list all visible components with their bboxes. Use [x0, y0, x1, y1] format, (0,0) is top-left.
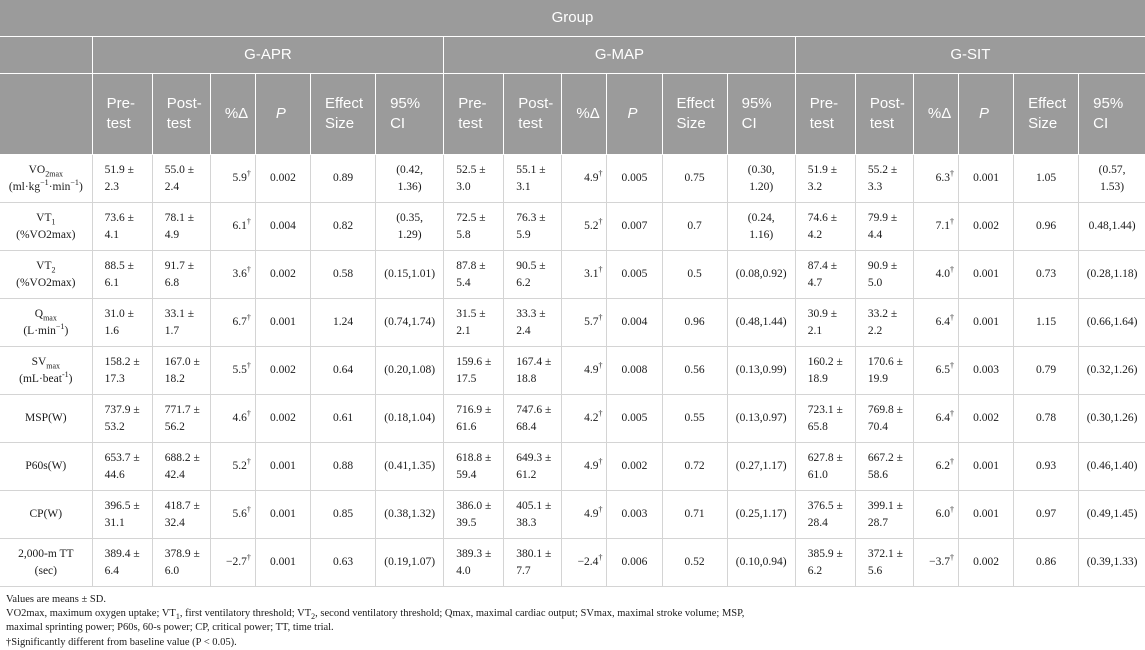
post-test-cell: 55.1 ± 3.1 [504, 155, 562, 203]
table-row [0, 347, 1145, 395]
column-header: Pre- test [795, 74, 855, 155]
row-label: CP(W) [0, 491, 92, 539]
pre-test-cell: 159.6 ± 17.5 [444, 347, 504, 395]
percent-change-cell: 4.0† [913, 251, 958, 299]
pre-test-cell: 618.8 ± 59.4 [444, 443, 504, 491]
percent-change-cell: 5.7† [562, 299, 607, 347]
pre-test-cell: 87.4 ± 4.7 [795, 251, 855, 299]
p-value-cell: 0.002 [958, 539, 1013, 587]
percent-change-cell: 6.3† [913, 155, 958, 203]
pre-test-cell: 31.5 ± 2.1 [444, 299, 504, 347]
effect-size-cell: 0.88 [310, 443, 375, 491]
ci-cell: (0.18,1.04) [376, 395, 444, 443]
percent-change-cell: 6.7† [210, 299, 255, 347]
p-value-cell: 0.005 [607, 251, 662, 299]
ci-cell: (0.30,1.26) [1079, 395, 1145, 443]
column-header: Pre- test [92, 74, 152, 155]
p-value-cell: 0.001 [958, 299, 1013, 347]
post-test-cell: 33.2 ± 2.2 [855, 299, 913, 347]
pre-test-cell: 389.3 ± 4.0 [444, 539, 504, 587]
percent-change-cell: 6.0† [913, 491, 958, 539]
percent-change-cell: 3.6† [210, 251, 255, 299]
pre-test-cell: 376.5 ± 28.4 [795, 491, 855, 539]
percent-change-cell: 4.6† [210, 395, 255, 443]
column-header: %Δ [210, 74, 255, 155]
p-value-cell: 0.004 [255, 203, 310, 251]
column-header: P [958, 74, 1013, 155]
post-test-cell: 55.0 ± 2.4 [152, 155, 210, 203]
pre-test-cell: 31.0 ± 1.6 [92, 299, 152, 347]
ci-cell: (0.42, 1.36) [376, 155, 444, 203]
pre-test-cell: 51.9 ± 3.2 [795, 155, 855, 203]
ci-cell: (0.10,0.94) [727, 539, 795, 587]
post-test-cell: 378.9 ± 6.0 [152, 539, 210, 587]
column-header: 95% CI [727, 74, 795, 155]
post-test-cell: 771.7 ± 56.2 [152, 395, 210, 443]
ci-cell: (0.32,1.26) [1079, 347, 1145, 395]
ci-cell: (0.39,1.33) [1079, 539, 1145, 587]
p-value-cell: 0.002 [607, 443, 662, 491]
p-value-cell: 0.003 [607, 491, 662, 539]
ci-cell: (0.74,1.74) [376, 299, 444, 347]
table-row [0, 539, 1145, 587]
effect-size-cell: 0.55 [662, 395, 727, 443]
effect-size-cell: 0.82 [310, 203, 375, 251]
post-test-cell: 372.1 ± 5.6 [855, 539, 913, 587]
group-header: Group [0, 0, 1145, 37]
effect-size-cell: 0.85 [310, 491, 375, 539]
pre-test-cell: 389.4 ± 6.4 [92, 539, 152, 587]
table-footnotes [0, 587, 1145, 650]
row-label: P60s(W) [0, 443, 92, 491]
pre-test-cell: 385.9 ± 6.2 [795, 539, 855, 587]
p-value-cell: 0.001 [255, 443, 310, 491]
ci-cell: (0.35, 1.29) [376, 203, 444, 251]
column-header: 95% CI [376, 74, 444, 155]
p-value-cell: 0.002 [958, 395, 1013, 443]
post-test-cell: 399.1 ± 28.7 [855, 491, 913, 539]
table-row [0, 251, 1145, 299]
column-header: Effect Size [310, 74, 375, 155]
percent-change-cell: 4.9† [562, 443, 607, 491]
p-value-cell: 0.002 [255, 395, 310, 443]
percent-change-cell: 5.6† [210, 491, 255, 539]
p-value-cell: 0.001 [255, 299, 310, 347]
effect-size-cell: 1.15 [1014, 299, 1079, 347]
ci-cell: (0.13,0.99) [727, 347, 795, 395]
pre-test-cell: 160.2 ± 18.9 [795, 347, 855, 395]
column-header: P [255, 74, 310, 155]
p-value-cell: 0.005 [607, 155, 662, 203]
p-value-cell: 0.002 [255, 155, 310, 203]
percent-change-cell: 4.2† [562, 395, 607, 443]
percent-change-cell: 6.5† [913, 347, 958, 395]
post-test-cell: 667.2 ± 58.6 [855, 443, 913, 491]
post-test-cell: 79.9 ± 4.4 [855, 203, 913, 251]
pre-test-cell: 723.1 ± 65.8 [795, 395, 855, 443]
percent-change-cell: 4.9† [562, 347, 607, 395]
footnote-line: †Significantly different from baseline value (P < 0.05). [6, 636, 237, 648]
table-row [0, 395, 1145, 443]
ci-cell: (0.66,1.64) [1079, 299, 1145, 347]
column-header: Effect Size [1014, 74, 1079, 155]
p-value-cell: 0.002 [958, 203, 1013, 251]
ci-cell: (0.57, 1.53) [1079, 155, 1145, 203]
post-test-cell: 78.1 ± 4.9 [152, 203, 210, 251]
ci-cell: (0.30, 1.20) [727, 155, 795, 203]
effect-size-cell: 0.56 [662, 347, 727, 395]
column-header: P [607, 74, 662, 155]
ci-cell: (0.41,1.35) [376, 443, 444, 491]
post-test-cell: 167.0 ± 18.2 [152, 347, 210, 395]
p-value-cell: 0.004 [607, 299, 662, 347]
pre-test-cell: 737.9 ± 53.2 [92, 395, 152, 443]
footnote-line: maximal sprinting power; P60s, 60-s power; CP, critical power; TT, time trial. [6, 622, 334, 634]
row-label: $VO_{2max}$ $(ml\cdot kg^{-1}\cdot\min^{-1})$ [0, 155, 92, 203]
post-test-cell: 90.5 ± 6.2 [504, 251, 562, 299]
effect-size-cell: 0.75 [662, 155, 727, 203]
effect-size-cell: 0.96 [1014, 203, 1079, 251]
group-name-g-apr: G-APR [92, 37, 444, 74]
post-test-cell: 33.3 ± 2.4 [504, 299, 562, 347]
percent-change-cell: 3.1† [562, 251, 607, 299]
percent-change-cell: 5.5† [210, 347, 255, 395]
p-value-cell: 0.007 [607, 203, 662, 251]
ci-cell: (0.38,1.32) [376, 491, 444, 539]
post-test-cell: 90.9 ± 5.0 [855, 251, 913, 299]
percent-change-cell: 5.2† [210, 443, 255, 491]
ci-cell: (0.49,1.45) [1079, 491, 1145, 539]
percent-change-cell: 5.9† [210, 155, 255, 203]
effect-size-cell: 1.05 [1014, 155, 1079, 203]
ci-cell: (0.25,1.17) [727, 491, 795, 539]
percent-change-cell: 6.2† [913, 443, 958, 491]
empty-header-cell [0, 37, 92, 74]
percent-change-cell: 4.9† [562, 155, 607, 203]
footnote-line: VO2max, maximum oxygen uptake; $VT_1$, first ventilatory threshold; $VT_2$, second ventilatory threshold; Qmax, maximal cardiac output; SVmax, maximal stroke volume; MSP, [6, 608, 745, 622]
pre-test-cell: 653.7 ± 44.6 [92, 443, 152, 491]
column-header: %Δ [913, 74, 958, 155]
effect-size-cell: 0.97 [1014, 491, 1079, 539]
post-test-cell: 170.6 ± 19.9 [855, 347, 913, 395]
table-row [0, 491, 1145, 539]
pre-test-cell: 73.6 ± 4.1 [92, 203, 152, 251]
post-test-cell: 33.1 ± 1.7 [152, 299, 210, 347]
effect-size-cell: 0.78 [1014, 395, 1079, 443]
p-value-cell: 0.001 [958, 491, 1013, 539]
empty-header-cell [0, 74, 92, 155]
effect-size-cell: 0.61 [310, 395, 375, 443]
post-test-cell: 747.6 ± 68.4 [504, 395, 562, 443]
group-name-g-map: G-MAP [444, 37, 796, 74]
p-value-cell: 0.001 [255, 539, 310, 587]
pre-test-cell: 52.5 ± 3.0 [444, 155, 504, 203]
ci-cell: (0.27,1.17) [727, 443, 795, 491]
percent-change-cell: 6.4† [913, 299, 958, 347]
row-label: $Q_{max}$ $(L\cdot\min^{-1})$ [0, 299, 92, 347]
pre-test-cell: 396.5 ± 31.1 [92, 491, 152, 539]
percent-change-cell: 4.9† [562, 491, 607, 539]
post-test-cell: 76.3 ± 5.9 [504, 203, 562, 251]
percent-change-cell: −3.7† [913, 539, 958, 587]
post-test-cell: 167.4 ± 18.8 [504, 347, 562, 395]
p-value-cell: 0.001 [255, 491, 310, 539]
row-label: 2,000-m TT (sec) [0, 539, 92, 587]
percent-change-cell: 5.2† [562, 203, 607, 251]
ci-cell: (0.13,0.97) [727, 395, 795, 443]
post-test-cell: 380.1 ± 7.7 [504, 539, 562, 587]
column-header: Pre- test [444, 74, 504, 155]
effect-size-cell: 0.52 [662, 539, 727, 587]
pre-test-cell: 51.9 ± 2.3 [92, 155, 152, 203]
percent-change-cell: −2.4† [562, 539, 607, 587]
column-header: Effect Size [662, 74, 727, 155]
pre-test-cell: 30.9 ± 2.1 [795, 299, 855, 347]
effect-size-cell: 0.58 [310, 251, 375, 299]
ci-cell: 0.48,1.44) [1079, 203, 1145, 251]
effect-size-cell: 0.63 [310, 539, 375, 587]
ci-cell: (0.46,1.40) [1079, 443, 1145, 491]
table-row [0, 443, 1145, 491]
percent-change-cell: 6.4† [913, 395, 958, 443]
ci-cell: (0.28,1.18) [1079, 251, 1145, 299]
post-test-cell: 91.7 ± 6.8 [152, 251, 210, 299]
pre-test-cell: 74.6 ± 4.2 [795, 203, 855, 251]
footnote-line: Values are means ± SD. [6, 594, 106, 605]
row-label: $VT_1$ (%VO2max) [0, 203, 92, 251]
table-row [0, 155, 1145, 203]
p-value-cell: 0.008 [607, 347, 662, 395]
p-value-cell: 0.002 [255, 251, 310, 299]
pre-test-cell: 88.5 ± 6.1 [92, 251, 152, 299]
column-header: Post- test [152, 74, 210, 155]
effect-size-cell: 0.71 [662, 491, 727, 539]
column-header: %Δ [562, 74, 607, 155]
effect-size-cell: 0.5 [662, 251, 727, 299]
effect-size-cell: 0.79 [1014, 347, 1079, 395]
effect-size-cell: 1.24 [310, 299, 375, 347]
column-header: 95% CI [1079, 74, 1145, 155]
effect-size-cell: 0.93 [1014, 443, 1079, 491]
effect-size-cell: 0.86 [1014, 539, 1079, 587]
p-value-cell: 0.001 [958, 443, 1013, 491]
pre-test-cell: 716.9 ± 61.6 [444, 395, 504, 443]
pre-test-cell: 158.2 ± 17.3 [92, 347, 152, 395]
effect-size-cell: 0.96 [662, 299, 727, 347]
p-value-cell: 0.002 [255, 347, 310, 395]
group-name-g-sit: G-SIT [795, 37, 1145, 74]
ci-cell: (0.20,1.08) [376, 347, 444, 395]
percent-change-cell: −2.7† [210, 539, 255, 587]
percent-change-cell: 6.1† [210, 203, 255, 251]
post-test-cell: 418.7 ± 32.4 [152, 491, 210, 539]
row-label: MSP(W) [0, 395, 92, 443]
post-test-cell: 405.1 ± 38.3 [504, 491, 562, 539]
ci-cell: (0.24, 1.16) [727, 203, 795, 251]
p-value-cell: 0.003 [958, 347, 1013, 395]
post-test-cell: 769.8 ± 70.4 [855, 395, 913, 443]
p-value-cell: 0.006 [607, 539, 662, 587]
post-test-cell: 55.2 ± 3.3 [855, 155, 913, 203]
effect-size-cell: 0.89 [310, 155, 375, 203]
p-value-cell: 0.005 [607, 395, 662, 443]
pre-test-cell: 72.5 ± 5.8 [444, 203, 504, 251]
table-row [0, 299, 1145, 347]
table-row [0, 203, 1145, 251]
effect-size-cell: 0.64 [310, 347, 375, 395]
post-test-cell: 649.3 ± 61.2 [504, 443, 562, 491]
row-label: $SV_{max}$ (mL·beat$^{-1}$) [0, 347, 92, 395]
effect-size-cell: 0.7 [662, 203, 727, 251]
percent-change-cell: 7.1† [913, 203, 958, 251]
pre-test-cell: 627.8 ± 61.0 [795, 443, 855, 491]
p-value-cell: 0.001 [958, 155, 1013, 203]
ci-cell: (0.15,1.01) [376, 251, 444, 299]
post-test-cell: 688.2 ± 42.4 [152, 443, 210, 491]
ci-cell: (0.48,1.44) [727, 299, 795, 347]
ci-cell: (0.08,0.92) [727, 251, 795, 299]
pre-test-cell: 386.0 ± 39.5 [444, 491, 504, 539]
effect-size-cell: 0.72 [662, 443, 727, 491]
row-label: $VT_2$ (%VO2max) [0, 251, 92, 299]
pre-test-cell: 87.8 ± 5.4 [444, 251, 504, 299]
ci-cell: (0.19,1.07) [376, 539, 444, 587]
column-header: Post- test [855, 74, 913, 155]
effect-size-cell: 0.73 [1014, 251, 1079, 299]
p-value-cell: 0.001 [958, 251, 1013, 299]
column-header: Post- test [504, 74, 562, 155]
